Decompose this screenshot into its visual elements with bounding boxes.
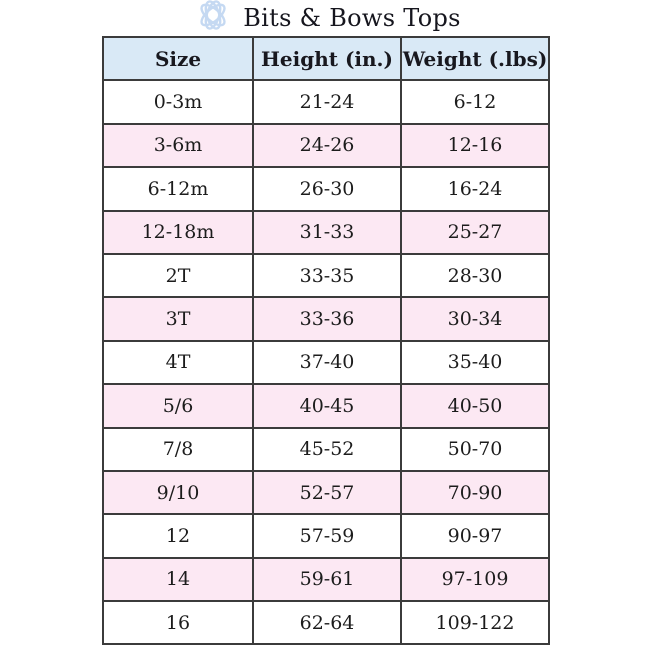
table-row xyxy=(103,384,549,427)
table-row xyxy=(103,211,549,254)
page-title: Bits & Bows Tops xyxy=(243,3,461,32)
table-cell: 21-24 xyxy=(253,80,401,123)
table-cell: 30-34 xyxy=(401,297,549,340)
table-cell: 7/8 xyxy=(103,428,253,471)
table-cell: 28-30 xyxy=(401,254,549,297)
table-cell: 37-40 xyxy=(253,341,401,384)
table-cell: 33-35 xyxy=(253,254,401,297)
table-cell: 16 xyxy=(103,601,253,644)
table-cell: 16-24 xyxy=(401,167,549,210)
table-cell: 90-97 xyxy=(401,514,549,557)
table-cell: 40-45 xyxy=(253,384,401,427)
table-cell: 5/6 xyxy=(103,384,253,427)
table-cell: 40-50 xyxy=(401,384,549,427)
table-cell: 50-70 xyxy=(401,428,549,471)
table-cell: 109-122 xyxy=(401,601,549,644)
table-cell: 12-16 xyxy=(401,124,549,167)
table-cell: 0-3m xyxy=(103,80,253,123)
table-cell: 9/10 xyxy=(103,471,253,514)
header-cell: Size xyxy=(103,37,253,80)
table-cell: 26-30 xyxy=(253,167,401,210)
table-row xyxy=(103,558,549,601)
table-cell: 3-6m xyxy=(103,124,253,167)
table-row xyxy=(103,471,549,514)
table-cell: 33-36 xyxy=(253,297,401,340)
table-cell: 6-12m xyxy=(103,167,253,210)
bow-icon xyxy=(189,0,237,33)
table-row xyxy=(103,428,549,471)
table-body xyxy=(103,80,549,644)
table-cell: 6-12 xyxy=(401,80,549,123)
table-cell: 52-57 xyxy=(253,471,401,514)
table-row xyxy=(103,254,549,297)
table-cell: 62-64 xyxy=(253,601,401,644)
table-cell: 70-90 xyxy=(401,471,549,514)
table-cell: 25-27 xyxy=(401,211,549,254)
table-row xyxy=(103,80,549,123)
table-cell: 57-59 xyxy=(253,514,401,557)
table-header xyxy=(103,37,549,80)
page-header xyxy=(0,0,650,36)
table-cell: 14 xyxy=(103,558,253,601)
table-cell: 12-18m xyxy=(103,211,253,254)
header-cell: Height (in.) xyxy=(253,37,401,80)
header-cell: Weight (.lbs) xyxy=(401,37,549,80)
table-row xyxy=(103,124,549,167)
table-cell: 2T xyxy=(103,254,253,297)
table-cell: 31-33 xyxy=(253,211,401,254)
table-cell: 45-52 xyxy=(253,428,401,471)
table-cell: 24-26 xyxy=(253,124,401,167)
table-row xyxy=(103,341,549,384)
table-cell: 59-61 xyxy=(253,558,401,601)
table-cell: 4T xyxy=(103,341,253,384)
table-row xyxy=(103,297,549,340)
table-cell: 97-109 xyxy=(401,558,549,601)
table-row xyxy=(103,601,549,644)
size-chart-table xyxy=(102,36,550,645)
table-cell: 3T xyxy=(103,297,253,340)
table-cell: 12 xyxy=(103,514,253,557)
table-row xyxy=(103,514,549,557)
header-row xyxy=(103,37,549,80)
table-cell: 35-40 xyxy=(401,341,549,384)
table-row xyxy=(103,167,549,210)
